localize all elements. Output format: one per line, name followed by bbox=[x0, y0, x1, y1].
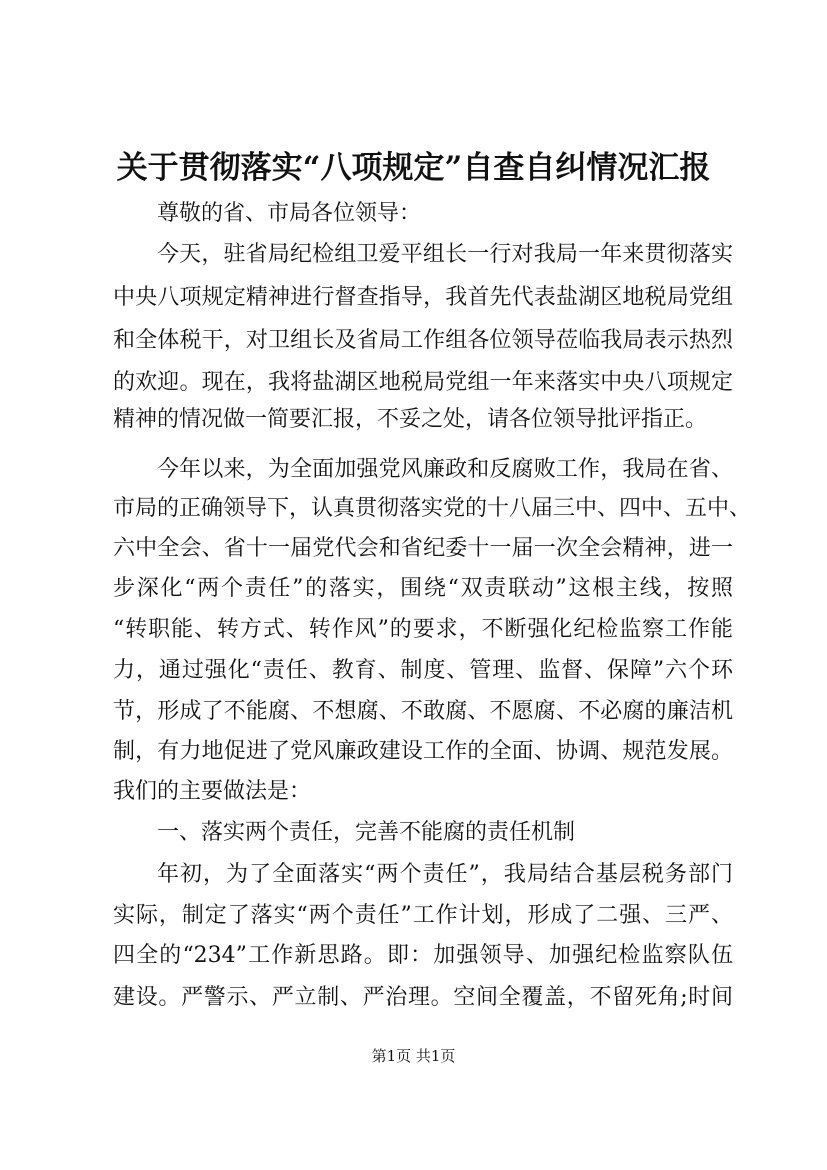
body-line: 制，有力地促进了党风廉政建设工作的全面、协调、规范发展。 bbox=[113, 739, 733, 764]
body-line: 六中全会、省十一届党代会和省纪委十一届一次全会精神，进一 bbox=[113, 536, 733, 561]
salutation-line: 尊敬的省、市局各位领导： bbox=[157, 201, 422, 226]
body-line: 力，通过强化“责任、教育、制度、管理、监督、保障”六个环 bbox=[113, 658, 733, 683]
body-line: 步深化“两个责任”的落实，围绕“双责联动”这根主线，按照 bbox=[113, 576, 733, 601]
body-line: “转职能、转方式、转作风”的要求，不断强化纪检监察工作能 bbox=[113, 617, 733, 642]
page-footer: 第1页 共1页 bbox=[371, 1047, 456, 1065]
body-line: 精神的情况做一简要汇报，不妥之处，请各位领导批评指正。 bbox=[113, 407, 708, 432]
body-line: 我们的主要做法是： bbox=[113, 779, 312, 804]
body-line: 建设。严警示、严立制、严治理。空间全覆盖，不留死角;时间 bbox=[113, 985, 733, 1010]
body-line: 实际，制定了落实“两个责任”工作计划，形成了二强、三严、 bbox=[113, 903, 733, 928]
body-line: 和全体税干，对卫组长及省局工作组各位领导莅临我局表示热烈 bbox=[113, 328, 733, 353]
body-line: 中央八项规定精神进行督查指导，我首先代表盐湖区地税局党组 bbox=[113, 285, 733, 310]
section-heading: 一、落实两个责任，完善不能腐的责任机制 bbox=[157, 820, 576, 845]
body-line: 的欢迎。现在，我将盐湖区地税局党组一年来落实中央八项规定 bbox=[113, 370, 733, 395]
body-line: 四全的“234”工作新思路。即：加强领导、加强纪检监察队伍 bbox=[113, 943, 733, 968]
document-title: 关于贯彻落实“八项规定”自查自纠情况汇报 bbox=[116, 150, 711, 186]
body-line: 市局的正确领导下，认真贯彻落实党的十八届三中、四中、五中、 bbox=[113, 496, 752, 521]
body-line: 今天，驻省局纪检组卫爱平组长一行对我局一年来贯彻落实 bbox=[157, 242, 733, 267]
body-line: 节，形成了不能腐、不想腐、不敢腐、不愿腐、不必腐的廉洁机 bbox=[113, 699, 733, 724]
body-line: 年初，为了全面落实“两个责任”，我局结合基层税务部门 bbox=[157, 862, 733, 887]
body-line: 今年以来，为全面加强党风廉政和反腐败工作，我局在省、 bbox=[157, 457, 733, 482]
